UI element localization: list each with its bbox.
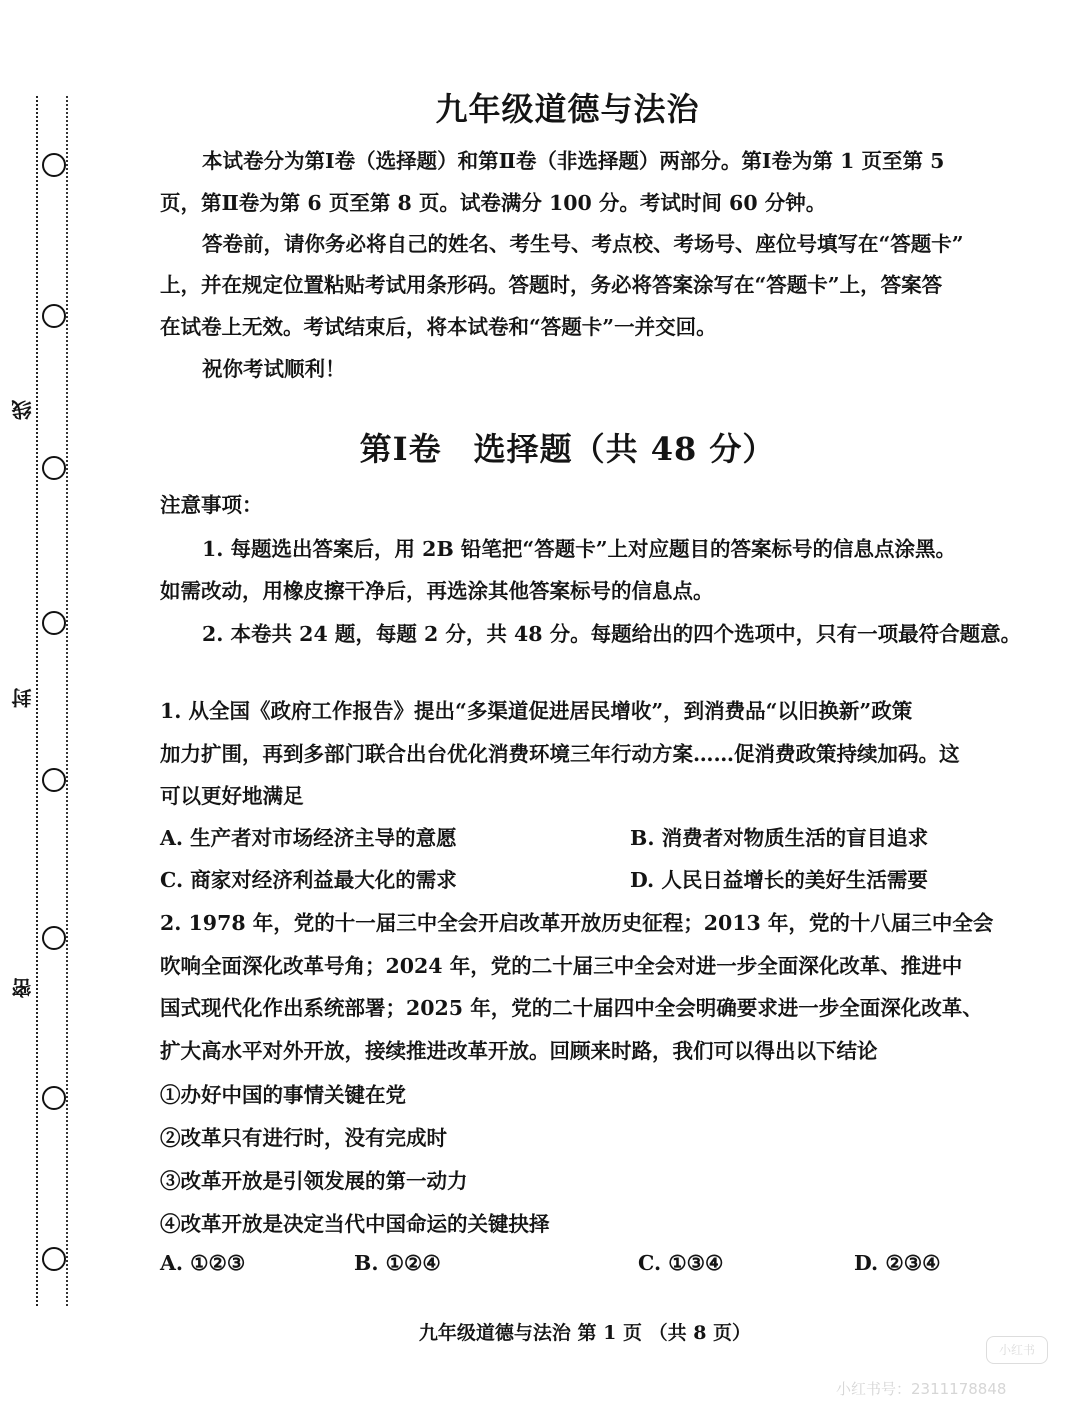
watermark-badge: 小红书 xyxy=(986,1336,1048,1364)
q2-stem-line: 国式现代化作出系统部署；2025 年，党的二十届四中全会明确要求进一步全面深化改革、 xyxy=(160,996,983,1020)
intro-line: 祝你考试顺利！ xyxy=(202,357,346,381)
margin-label-feng: 封 xyxy=(11,688,35,708)
q2-stem-line: 吹响全面深化改革号角；2024 年，党的二十届三中全会对进一步全面深化改革、推进中 xyxy=(160,954,963,978)
intro-line: 上，并在规定位置粘贴考试用条形码。答题时，务必将答案涂写在“答题卡”上，答案答 xyxy=(160,273,943,297)
margin-label-mi: 密 xyxy=(11,978,35,998)
watermark-text: 小红书号：2311178848 xyxy=(836,1380,1007,1398)
binding-hole xyxy=(42,304,66,328)
section-title xyxy=(0,424,1080,470)
q1-option-c: C. 商家对经济利益最大化的需求 xyxy=(160,868,457,892)
section-name: 选择题（共 48 分） xyxy=(473,430,776,468)
q1-stem-line: 加力扩围，再到多部门联合出台优化消费环境三年行动方案……促消费政策持续加码。这 xyxy=(160,742,960,766)
binding-hole xyxy=(42,926,66,950)
q1-stem-line: 可以更好地满足 xyxy=(160,784,304,808)
q2-option-c: C. ①③④ xyxy=(638,1251,724,1275)
intro-line: 页，第Ⅱ卷为第 6 页至第 8 页。试卷满分 100 分。考试时间 60 分钟。 xyxy=(160,191,827,215)
note-line: 2. 本卷共 24 题，每题 2 分，共 48 分。每题给出的四个选项中，只有一项最符合题意。 xyxy=(202,622,1022,646)
q1-stem-line: 1. 从全国《政府工作报告》提出“多渠道促进居民增收”，到消费品“以旧换新”政策 xyxy=(160,699,913,723)
section-part: 第Ⅰ卷 xyxy=(359,430,442,468)
q1-option-a: A. 生产者对市场经济主导的意愿 xyxy=(160,826,457,850)
q2-stem-line: 2. 1978 年，党的十一届三中全会开启改革开放历史征程；2013 年，党的十八届三中全会 xyxy=(160,911,994,935)
q2-stem-line: 扩大高水平对外开放，接续推进改革开放。回顾来时路，我们可以得出以下结论 xyxy=(160,1039,878,1063)
note-line: 如需改动，用橡皮擦干净后，再选涂其他答案标号的信息点。 xyxy=(160,579,714,603)
q2-statement: ①办好中国的事情关键在党 xyxy=(160,1083,406,1107)
intro-line: 在试卷上无效。考试结束后，将本试卷和“答题卡”一并交回。 xyxy=(160,315,717,339)
binding-hole xyxy=(42,1086,66,1110)
intro-line: 本试卷分为第Ⅰ卷（选择题）和第Ⅱ卷（非选择题）两部分。第Ⅰ卷为第 1 页至第 5 xyxy=(202,149,945,173)
exam-title: 九年级道德与法治 xyxy=(435,90,700,128)
q2-option-b: B. ①②④ xyxy=(354,1251,441,1275)
binding-hole xyxy=(42,611,66,635)
binding-hole xyxy=(42,1247,66,1271)
margin-label-xian: 线 xyxy=(11,400,35,420)
q2-statement: ④改革开放是决定当代中国命运的关键抉择 xyxy=(160,1212,550,1236)
q2-option-d: D. ②③④ xyxy=(854,1251,941,1275)
intro-line: 答卷前，请你务必将自己的姓名、考生号、考点校、考场号、座位号填写在“答题卡” xyxy=(202,232,964,256)
q1-option-d: D. 人民日益增长的美好生活需要 xyxy=(630,868,928,892)
binding-dotted-line-inner xyxy=(66,96,68,1306)
notes-heading: 注意事项： xyxy=(160,493,263,517)
q1-option-b: B. 消费者对物质生活的盲目追求 xyxy=(630,826,929,850)
q2-statement: ③改革开放是引领发展的第一动力 xyxy=(160,1169,468,1193)
q2-statement: ②改革只有进行时，没有完成时 xyxy=(160,1126,447,1150)
note-line: 1. 每题选出答案后，用 2B 铅笔把“答题卡”上对应题目的答案标号的信息点涂黑。 xyxy=(202,537,956,561)
binding-hole xyxy=(42,153,66,177)
q2-option-a: A. ①②③ xyxy=(160,1251,246,1275)
page-footer: 九年级道德与法治 第 1 页 （共 8 页） xyxy=(418,1322,752,1344)
binding-hole xyxy=(42,768,66,792)
